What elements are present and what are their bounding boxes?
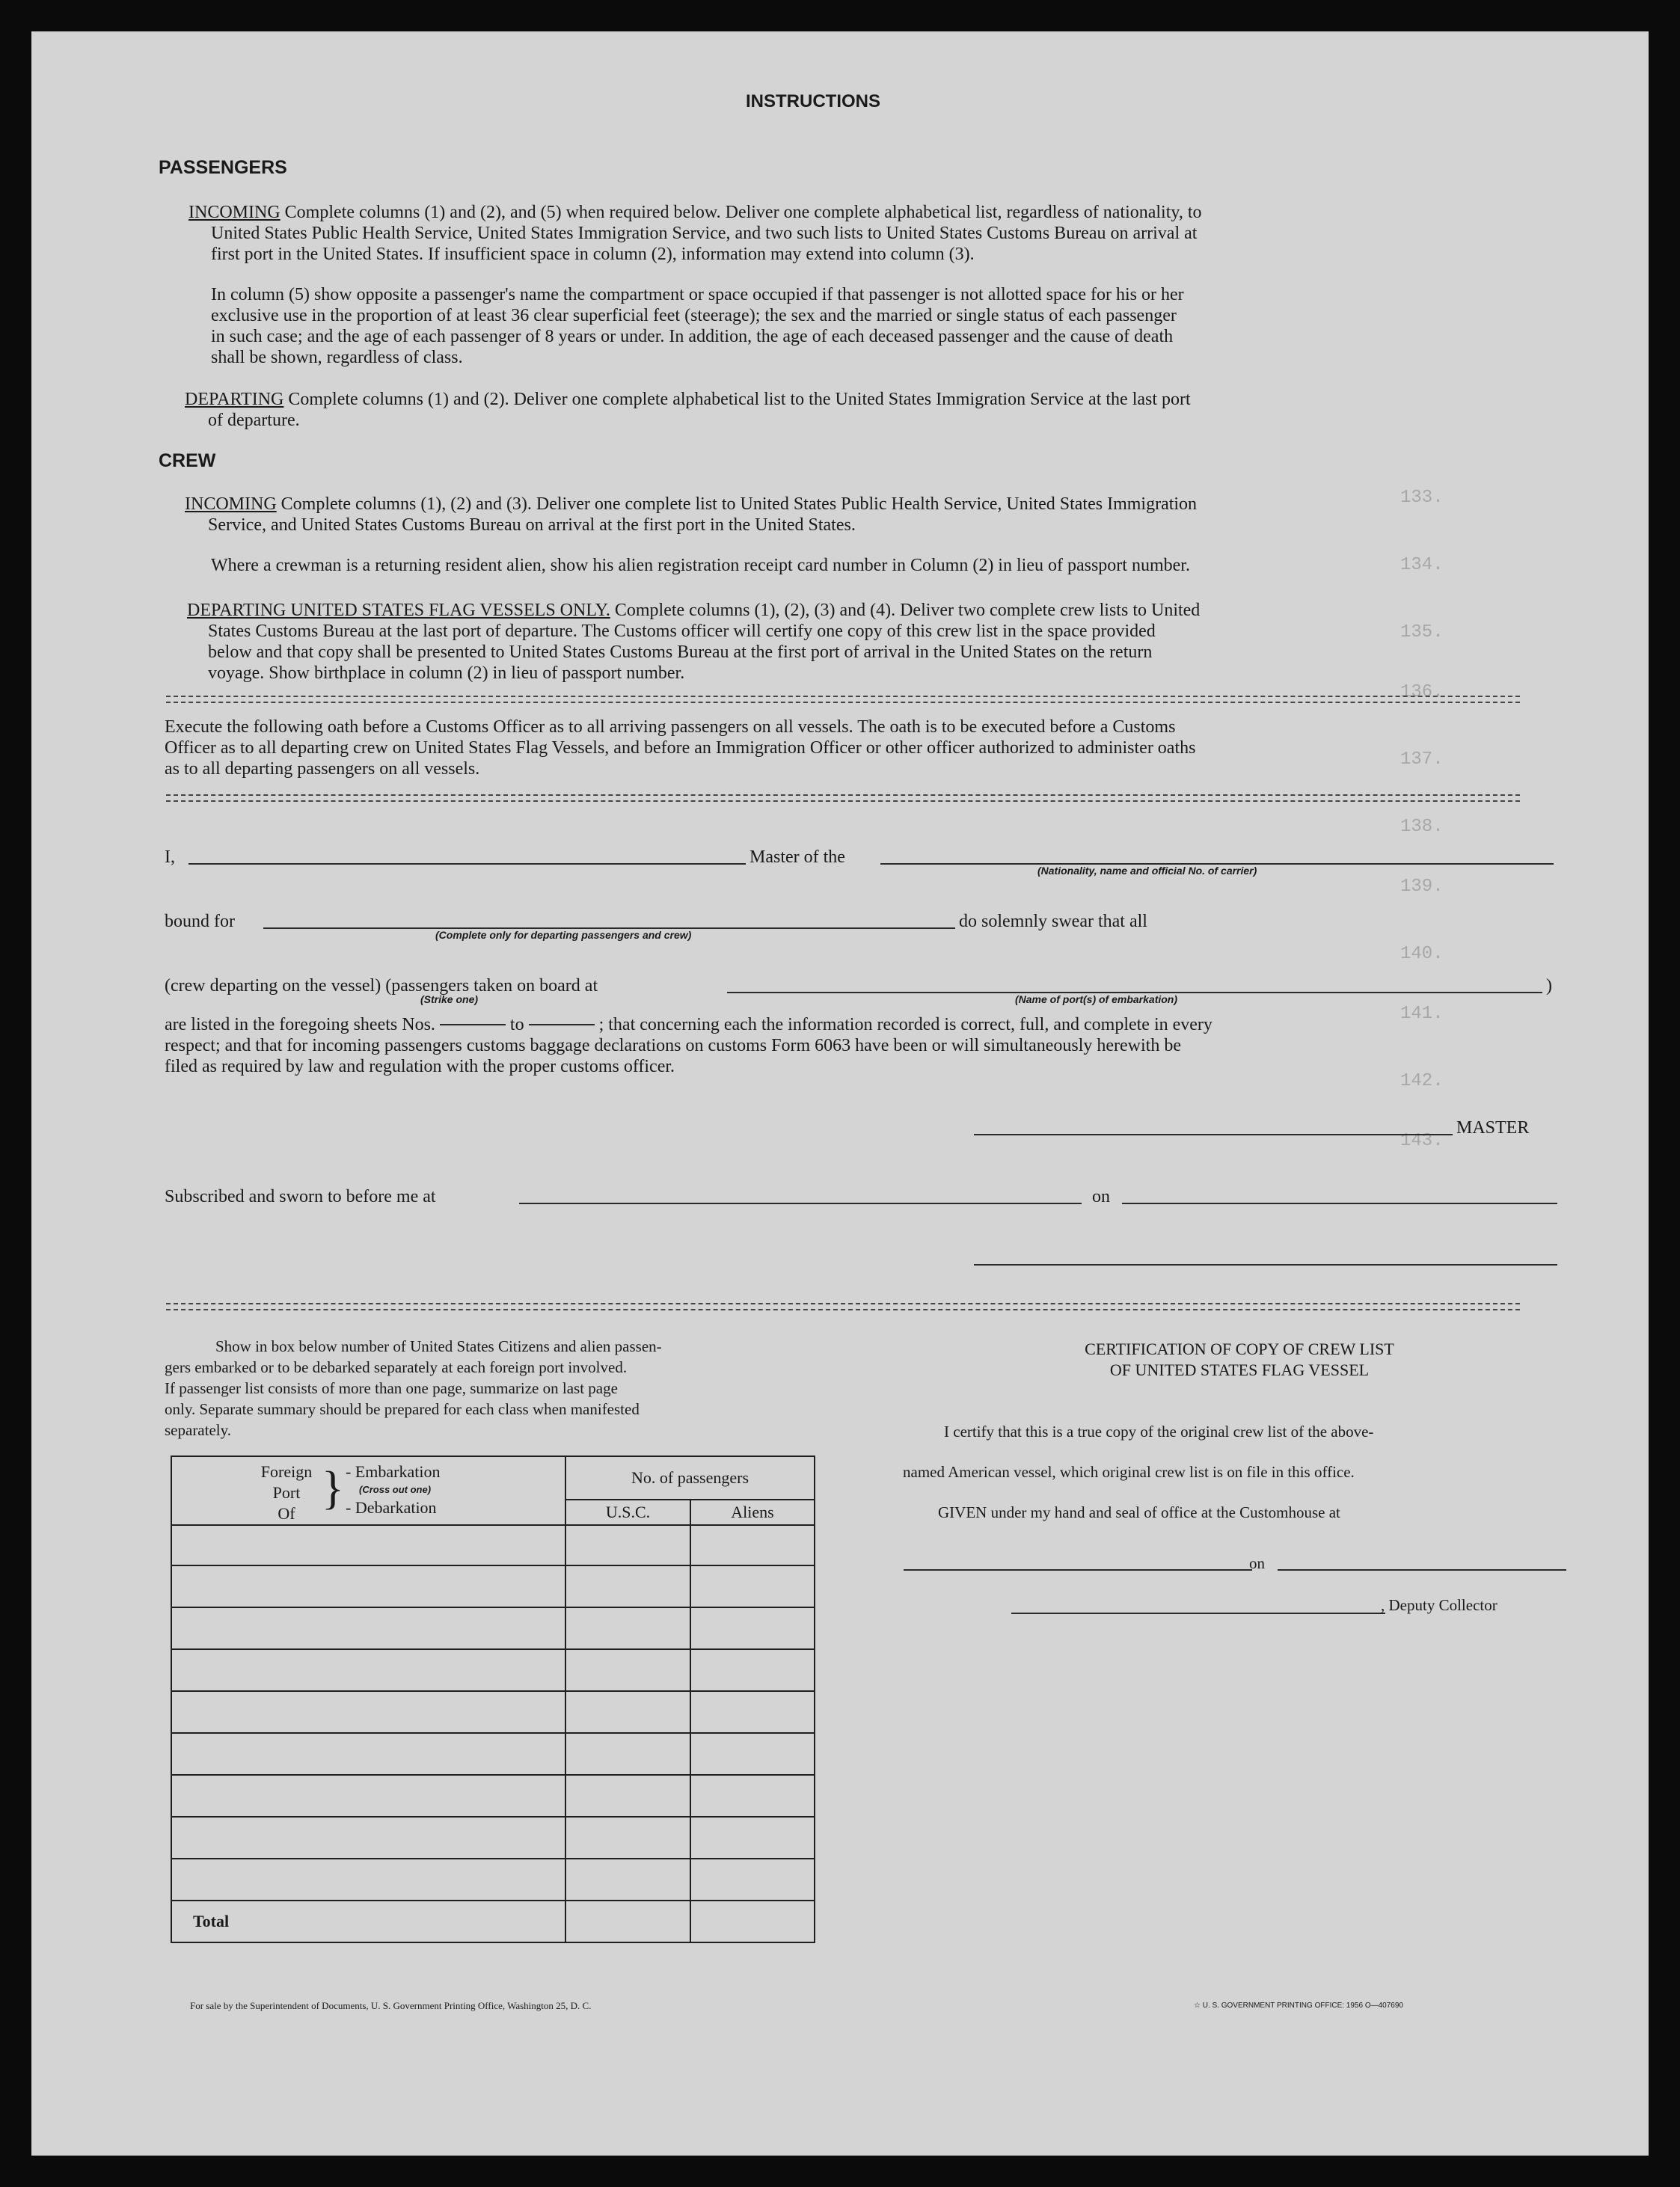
brace-glyph: } <box>322 1463 344 1514</box>
sworn-place-field[interactable] <box>519 1203 1082 1204</box>
master-signature-field[interactable] <box>974 1134 1453 1135</box>
port-cell[interactable] <box>171 1525 565 1565</box>
section-divider <box>166 1303 1520 1310</box>
crew-incoming-line-1: INCOMING Complete columns (1), (2) and (3). Deliver one complete list to United States Public Health Service, United States Immigration <box>185 494 1198 514</box>
no-passengers-header: No. of passengers <box>565 1456 815 1500</box>
port-cell[interactable] <box>171 1691 565 1733</box>
aliens-cell[interactable] <box>690 1565 815 1607</box>
crew-heading: CREW <box>159 450 216 471</box>
port-header-cell: Foreign Port Of } - Embarkation (Cross out one) - Debarkation <box>171 1456 565 1525</box>
crew-departing-line-3: below and that copy shall be presented to United States Customs Bureau at the first port of arrival in the United States on the return <box>208 642 1153 662</box>
passengers-departing-line-2: of departure. <box>208 411 300 430</box>
bound-for-label: bound for <box>165 912 235 931</box>
bleed-through-mark: 142. <box>1400 1071 1444 1091</box>
usc-cell[interactable] <box>565 1733 690 1775</box>
usc-cell[interactable] <box>565 1607 690 1649</box>
crew-departing-line-2: States Customs Bureau at the last port of departure. The Customs officer will certify one copy of this crew list in the space provided <box>208 622 1156 641</box>
sworn-on-label: on <box>1092 1187 1110 1206</box>
passenger-summary-table <box>171 1456 815 1943</box>
bleed-through-mark: 133. <box>1400 488 1444 508</box>
crew-incoming-line-2: Service, and United States Customs Bureau on arrival at the first port in the United States. <box>208 515 856 535</box>
aliens-cell[interactable] <box>690 1817 815 1859</box>
usc-cell[interactable] <box>565 1775 690 1817</box>
crew-departing-line-4: voyage. Show birthplace in column (2) in lieu of passport number. <box>208 663 685 683</box>
crew-incoming-label: INCOMING <box>185 494 277 514</box>
bleed-through-mark: 136. <box>1400 682 1444 702</box>
oath-listed-line-3: filed as required by law and regulation with the proper customs officer. <box>165 1057 675 1076</box>
certification-line-3: GIVEN under my hand and seal of office at the Customhouse at <box>938 1503 1340 1521</box>
total-aliens-cell[interactable] <box>690 1901 815 1942</box>
passengers-incoming-label: INCOMING <box>188 203 280 222</box>
total-label: Total <box>171 1901 565 1942</box>
deputy-collector-label: , Deputy Collector <box>1381 1596 1497 1614</box>
passengers-departing-label: DEPARTING <box>185 390 284 409</box>
certification-on-label: on <box>1249 1554 1265 1572</box>
section-divider <box>166 696 1520 703</box>
oath-listed-line-2: respect; and that for incoming passengers customs baggage declarations on customs Form 6063 have been or will simultaneously herewith be <box>165 1036 1181 1055</box>
passengers-incoming-line-2: United States Public Health Service, United States Immigration Service, and two such lists to United States Customs Bureau on arrival at <box>211 224 1198 243</box>
port-cell[interactable] <box>171 1817 565 1859</box>
port-cell[interactable] <box>171 1565 565 1607</box>
passengers-heading: PASSENGERS <box>159 157 287 178</box>
crew-alien-text: Where a crewman is a returning resident alien, show his alien registration receipt card number in Column (2) in lieu of passport number. <box>211 556 1190 575</box>
port-note: (Name of port(s) of embarkation) <box>1015 993 1178 1005</box>
close-paren: ) <box>1546 976 1552 996</box>
aliens-cell[interactable] <box>690 1607 815 1649</box>
customhouse-field[interactable] <box>904 1569 1252 1571</box>
footer-printing-note: For sale by the Superintendent of Documents, U. S. Government Printing Office, Washington 25, D. C. <box>190 2000 592 2011</box>
crew-departing-label: DEPARTING UNITED STATES FLAG VESSELS ONLY. <box>187 601 610 620</box>
oath-listed-line-1: are listed in the foregoing sheets Nos. to ; that concerning each the information recorded is correct, full, and complete in every <box>165 1015 1213 1034</box>
bleed-through-mark: 141. <box>1400 1004 1444 1024</box>
master-of-the-label: Master of the <box>749 847 845 867</box>
section-divider <box>166 794 1520 802</box>
master-label: MASTER <box>1456 1118 1530 1138</box>
certification-date-field[interactable] <box>1278 1569 1566 1571</box>
swear-text: do solemnly swear that all <box>959 912 1147 931</box>
subscribed-label: Subscribed and sworn to before me at <box>165 1187 436 1206</box>
aliens-cell[interactable] <box>690 1525 815 1565</box>
sheet-to-field[interactable] <box>529 1024 595 1025</box>
oath-i-label: I, <box>165 847 175 867</box>
usc-cell[interactable] <box>565 1565 690 1607</box>
officer-signature-field[interactable] <box>974 1264 1557 1266</box>
page-title: INSTRUCTIONS <box>746 91 880 111</box>
oath-intro-line-2: Officer as to all departing crew on United States Flag Vessels, and before an Immigration Officer or other officer authorized to administer oaths <box>165 738 1196 758</box>
bleed-through-mark: 139. <box>1400 877 1444 897</box>
column5-line-2: exclusive use in the proportion of at least 36 clear superficial feet (steerage); the sex and the married or single status of each passenger <box>211 306 1177 325</box>
summary-instructions: Show in box below number of United States Citizens and alien passen- gers embarked or to be debarked separately at each foreign port involved. If passenger list consists of more than one page, summarize on last page only. Separate summary should be prepared for each class when manifested separately. <box>165 1337 662 1439</box>
port-cell[interactable] <box>171 1733 565 1775</box>
usc-cell[interactable] <box>565 1859 690 1901</box>
certification-line-1: I certify that this is a true copy of the original crew list of the above- <box>944 1423 1374 1441</box>
bleed-through-mark: 140. <box>1400 944 1444 964</box>
aliens-cell[interactable] <box>690 1859 815 1901</box>
footer-gpo-note: ☆ U. S. GOVERNMENT PRINTING OFFICE: 1956 O—407690 <box>1194 2002 1403 2010</box>
bleed-through-mark: 143. <box>1400 1131 1444 1151</box>
usc-cell[interactable] <box>565 1649 690 1691</box>
oath-intro-line-3: as to all departing passengers on all vessels. <box>165 759 480 779</box>
usc-cell[interactable] <box>565 1817 690 1859</box>
port-cell[interactable] <box>171 1607 565 1649</box>
crew-passengers-text: (crew departing on the vessel) (passengers taken on board at <box>165 976 598 996</box>
port-cell[interactable] <box>171 1649 565 1691</box>
strike-one-note: (Strike one) <box>420 993 479 1005</box>
usc-cell[interactable] <box>565 1525 690 1565</box>
port-cell[interactable] <box>171 1859 565 1901</box>
passengers-incoming-line-1: INCOMING Complete columns (1) and (2), and (5) when required below. Deliver one complete alphabetical list, regardless of nationality, to <box>188 203 1202 222</box>
bleed-through-mark: 138. <box>1400 817 1444 837</box>
crew-departing-line-1: DEPARTING UNITED STATES FLAG VESSELS ONLY. Complete columns (1), (2), (3) and (4). Deliver two complete crew lists to United <box>187 601 1201 620</box>
bleed-through-mark: 135. <box>1400 622 1444 642</box>
aliens-header: Aliens <box>690 1500 815 1525</box>
total-usc-cell[interactable] <box>565 1901 690 1942</box>
certification-heading: CERTIFICATION OF COPY OF CREW LIST OF UNITED STATES FLAG VESSEL <box>1085 1340 1394 1379</box>
usc-cell[interactable] <box>565 1691 690 1733</box>
usc-header: U.S.C. <box>565 1500 690 1525</box>
column5-line-3: in such case; and the age of each passenger of 8 years or under. In addition, the age of each deceased passenger and the cause of death <box>211 327 1174 346</box>
sworn-date-field[interactable] <box>1122 1203 1557 1204</box>
passengers-departing-line-1: DEPARTING Complete columns (1) and (2). Deliver one complete alphabetical list to the United States Immigration Service at the last port <box>185 390 1191 409</box>
bound-note: (Complete only for departing passengers and crew) <box>435 929 692 941</box>
column5-line-1: In column (5) show opposite a passenger's name the compartment or space occupied if that passenger is not allotted space for his or her <box>211 285 1184 304</box>
aliens-cell[interactable] <box>690 1691 815 1733</box>
port-cell[interactable] <box>171 1775 565 1817</box>
certification-line-2: named American vessel, which original crew list is on file in this office. <box>903 1463 1355 1481</box>
carrier-note: (Nationality, name and official No. of carrier) <box>1037 865 1257 877</box>
bleed-through-mark: 137. <box>1400 749 1444 770</box>
form-page <box>31 31 1649 2156</box>
master-name-field[interactable] <box>188 863 746 865</box>
aliens-cell[interactable] <box>690 1775 815 1817</box>
aliens-cell[interactable] <box>690 1733 815 1775</box>
column5-line-4: shall be shown, regardless of class. <box>211 348 463 367</box>
aliens-cell[interactable] <box>690 1649 815 1691</box>
passengers-incoming-line-3: first port in the United States. If insufficient space in column (2), information may extend into column (3). <box>211 245 975 264</box>
oath-intro-line-1: Execute the following oath before a Customs Officer as to all arriving passengers on all vessels. The oath is to be executed before a Customs <box>165 717 1176 737</box>
sheet-from-field[interactable] <box>440 1024 506 1025</box>
bleed-through-mark: 134. <box>1400 555 1444 575</box>
deputy-signature-field[interactable] <box>1011 1613 1385 1614</box>
